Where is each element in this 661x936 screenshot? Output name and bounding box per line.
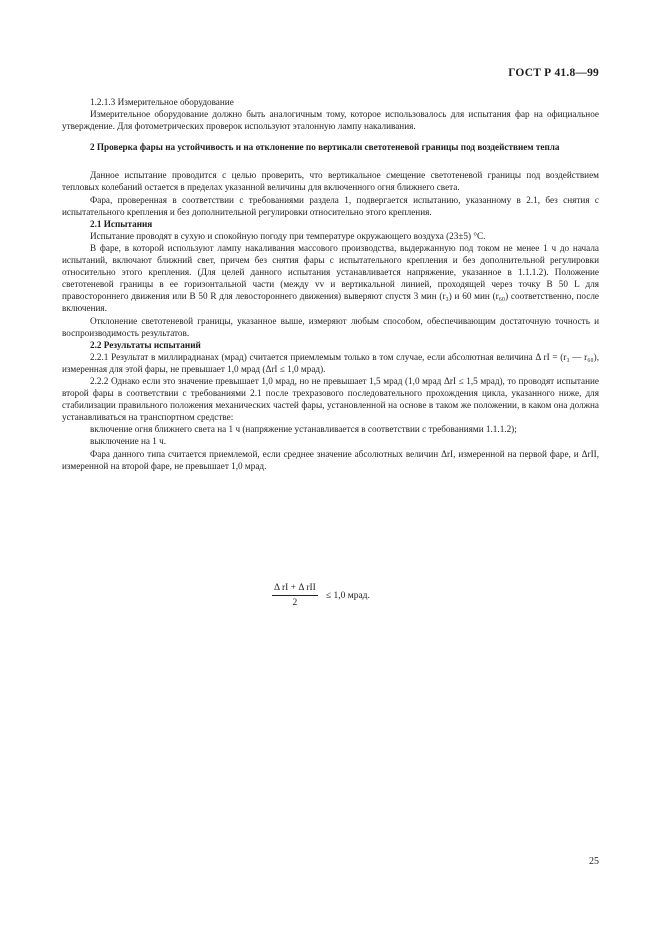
formula-denominator: 2 xyxy=(292,598,298,608)
paragraph: Фара, проверенная в соответствии с требованиями раздела 1, подвергается испытанию, указанному в 2.1, без снятия с испытательного крепления и без дополнительной регулировки относительно этого крепления. xyxy=(62,194,599,217)
paragraph: Измерительное оборудование должно быть аналогичным тому, которое использовалось для испытания фар на официальное утверждение. Для фотометрических проверок используют эталонную лампу накаливания. xyxy=(62,109,599,132)
paragraph: Данное испытание проводится с целью проверить, что вертикальное смещение светотеневой границы под воздействием тепловых колебаний остается в пределах указанной величины для включенного огня ближнего света. xyxy=(62,170,599,193)
paragraph: Испытание проводят в сухую и спокойную погоду при температуре окружающего воздуха (23±5) °С. xyxy=(90,230,486,241)
section-heading: 2.2 Результаты испытаний xyxy=(90,339,201,350)
paragraph: выключение на 1 ч. xyxy=(90,436,167,447)
page-number: 25 xyxy=(589,856,599,867)
subsection-title: 1.2.1.3 Измерительное оборудование xyxy=(90,97,234,107)
paragraph: 2.2.2 Однако если это значение превышает 1,0 мрад, но не превышает 1,5 мрад (1,0 мрад ΔrI ≤ 1,5 мрад), то проводят испытание второй фары в соответствии с требованиями 2.1 после трехразового последовательного прохождения цикла, указанного ниже, для стабилизации правильного положения механических частей фары, установленной на основе в таком же положении, в каком она должна устанавливаться на транспортном средстве: xyxy=(62,375,599,423)
paragraph: Фара данного типа считается приемлемой, если среднее значение абсолютных величин ΔrI, измеренной на первой фаре, и ΔrII, измеренной на второй фаре, не превышает 1,0 мрад. xyxy=(62,448,599,471)
section-heading: 2 Проверка фары на устойчивость и на отклонение по вертикали светотеневой границы под воздействием тепла xyxy=(90,142,560,153)
formula xyxy=(272,583,370,608)
paragraph: Отклонение светотеневой границы, указанное выше, измеряют любым способом, обеспечивающим достаточную точность и воспроизводимость результатов. xyxy=(62,315,599,338)
paragraph: включение огня ближнего света на 1 ч (напряжение устанавливается в соответствии с требованиями 1.1.1.2); xyxy=(90,424,517,435)
document-body xyxy=(62,96,599,472)
paragraph: В фаре, в которой используют лампу накаливания массового производства, выдержанную под током не менее 1 ч до начала испытаний, включают ближний свет, причем без снятия фары с испытательного крепления и без дополнительной регулировки относительно этого крепления. (Для целей данного испытания устанавливается напряжение, указанное в 1.1.1.2). Положение светотеневой границы в ее горизонтальной части (между vv и вертикальной линией, проходящей через точку B 50 L для правостороннего движения или B 50 R для левостороннего движения) выверяют спустя 3 мин (r₃) и 60 мин (r₆₀) соответственно, после включения. xyxy=(62,242,599,314)
paragraph: 2.2.1 Результат в миллирадианах (мрад) считается приемлемым только в том случае, если абсолютная величина Δ rI = (r₃ — r₆₀), измеренная для этой фары, не превышает 1,0 мрад (ΔrI ≤ 1,0 мрад). xyxy=(62,351,599,374)
formula-relation: ≤ 1,0 мрад. xyxy=(325,590,370,601)
standard-header: ГОСТ Р 41.8—99 xyxy=(508,67,599,79)
formula-numerator: Δ rI + Δ rII xyxy=(272,583,318,596)
formula-fraction xyxy=(272,583,318,608)
section-heading: 2.1 Испытания xyxy=(90,218,153,229)
